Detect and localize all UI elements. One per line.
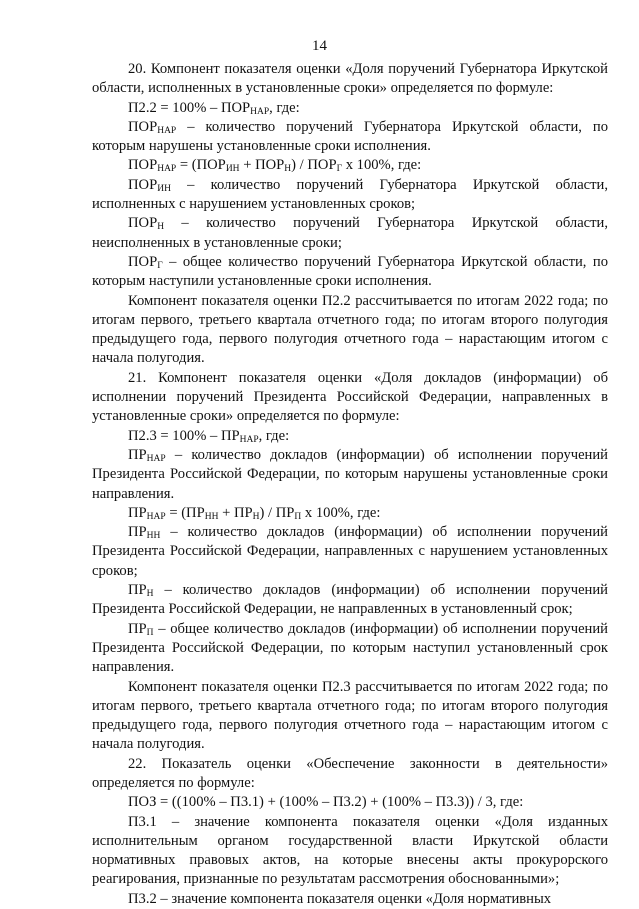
formula-line: $П2.2 = 100\% - ПОР_{НАР}$, где: [128, 99, 300, 117]
formula-line: $ПР_{НАР} = (ПР_{НН} + ПР_Н) / ПР_П$ x 100%, где: [128, 504, 381, 522]
paragraph: $ПОР_Н$ – количество поручений Губернатора Иркутской области, неисполненных в установленные сроки; [92, 215, 608, 251]
paragraph: $ПР_Н$ – количество докладов (информации) об исполнении поручений Президента Российской Федерации, не направленных в установленный срок; [92, 582, 608, 618]
paragraph: $ПР_П$ – общее количество докладов (информации) об исполнении поручений Президента Российской Федерации, по которым наступил установленный срок направления. [92, 620, 608, 676]
paragraph: П3.1 – значение компонента показателя оценки «Доля изданных исполнительным органом государственной власти Иркутской области нормативных правовых актов, на которые внесены акты прокурорского реагирования, признанные по результатам рассмотрения обоснованными»; [92, 813, 608, 888]
page-number: 14 [312, 38, 327, 54]
paragraph: $ПОР_{ИН}$ – количество поручений Губернатора Иркутской области, исполненных с нарушением установленных сроков; [92, 176, 608, 213]
formula-line: $П2.3 = 100\% - ПР_{НАР}$, где: [128, 427, 290, 445]
paragraph: 20. Компонент показателя оценки «Доля поручений Губернатора Иркутской области, исполненных в установленные сроки» определяется по формуле: [92, 61, 608, 97]
document-body [92, 60, 608, 909]
paragraph: $ПР_{НАР}$ – количество докладов (информации) об исполнении поручений Президента Российской Федерации, по которым нарушены установленные сроки направления. [92, 446, 608, 502]
formula-line: $ПОР_{НАР} = (ПОР_{ИН} + ПОР_Н) / ПОР_Г$ x 100%, где: [128, 157, 422, 175]
paragraph: П3.2 – значение компонента показателя оценки «Доля нормативных [128, 890, 552, 907]
paragraph: $ПР_{НН}$ – количество докладов (информации) об исполнении поручений Президента Российской Федерации, направленных с нарушением установленных сроков; [92, 524, 608, 579]
paragraph: Компонент показателя оценки П2.2 рассчитывается по итогам 2022 года; по итогам первого, третьего квартала отчетного года; по итогам второго полугодия предыдущего года, первого полугодия отчетного года – нарастающим итогом с начала полугодия. [92, 292, 608, 367]
paragraph: Компонент показателя оценки П2.3 рассчитывается по итогам 2022 года; по итогам первого, третьего квартала отчетного года; по итогам второго полугодия предыдущего года, первого полугодия отчетного года – нарастающим итогом с начала полугодия. [92, 678, 608, 753]
paragraph: 22. Показатель оценки «Обеспечение законности в деятельности» определяется по формуле: [92, 755, 608, 791]
paragraph: $ПОР_Г$ – общее количество поручений Губернатора Иркутской области, по которым наступили установленные сроки исполнения. [92, 253, 608, 290]
formula-line: ПОЗ = ((100% – П3.1) + (100% – П3.2) + (100% – П3.3)) / 3, где: [128, 794, 524, 811]
paragraph: $ПОР_{НАР}$ – количество поручений Губернатора Иркутской области, по которым нарушены установленные сроки исполнения. [92, 118, 608, 155]
paragraph: 21. Компонент показателя оценки «Доля докладов (информации) об исполнении поручений Президента Российской Федерации, направленных в установленные сроки» определяется по формуле: [92, 369, 608, 425]
